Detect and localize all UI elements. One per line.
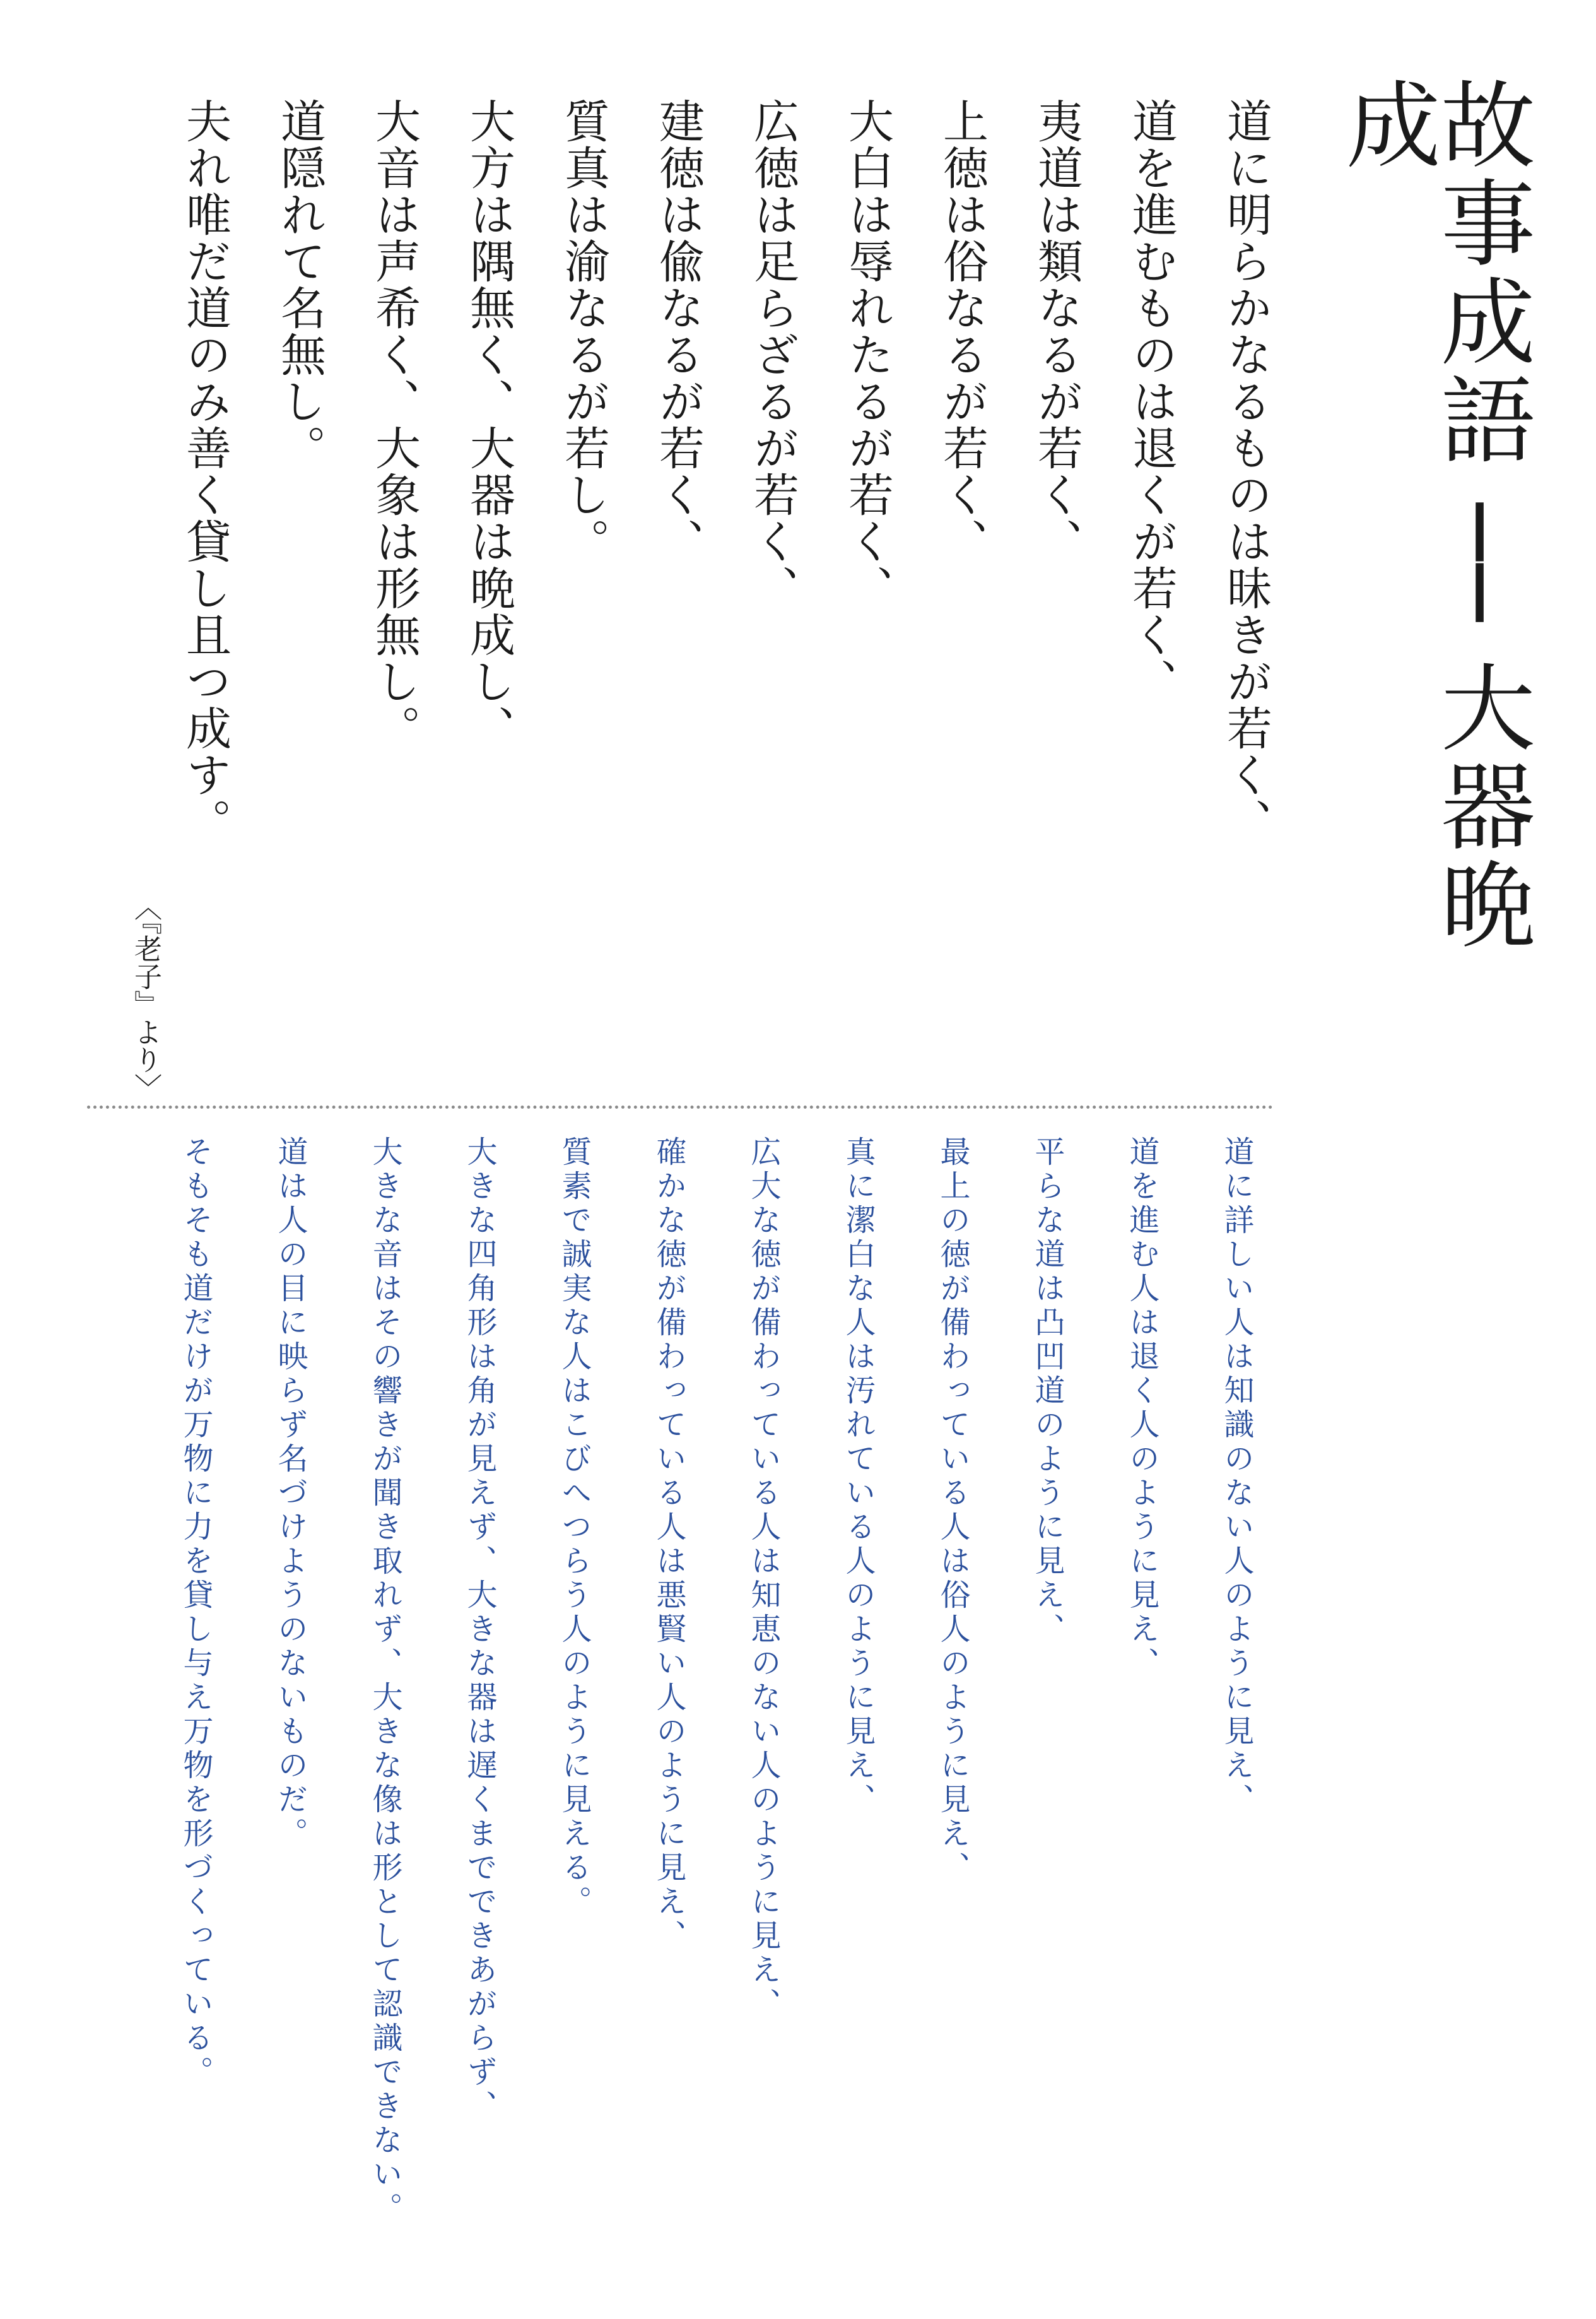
translation-line: 確かな徳が備わっている人は悪賢い人のように見え、 [651, 1136, 686, 1954]
kanbun-line: 質真は渝なるが若し。 [557, 98, 610, 565]
kanbun-line: 広徳は足らざるが若く、 [746, 98, 799, 611]
source-citation: 〈『老子』より〉 [129, 893, 161, 1101]
translation-line: 真に潔白な人は汚れている人のように見え、 [840, 1136, 876, 1817]
kanbun-line: 大方は隅無く、大器は晩成し、 [462, 98, 515, 752]
translation-line: 平らな道は凸凹道のように見え、 [1030, 1136, 1065, 1647]
translation-line: 大きな四角形は角が見えず、大きな器は遅くまでできあがらず、 [462, 1136, 497, 2124]
kanbun-line: 大白は辱れたるが若く、 [841, 98, 894, 611]
kanbun-line: 建徳は偸なるが若く、 [652, 98, 705, 565]
kanbun-line: 夫れ唯だ道のみ善く貸し且つ成す。 [179, 98, 232, 845]
translation-line: 最上の徳が備わっている人は俗人のように見え、 [935, 1136, 970, 1885]
page-title: 故事成語 ── 大器晩成 [1330, 76, 1534, 954]
translation-line: 広大な徳が備わっている人は知恵のない人のように見え、 [746, 1136, 781, 2022]
kanbun-line: 道に明らかなるものは昧きが若く、 [1219, 98, 1272, 845]
modern-translation [161, 1136, 1284, 2272]
kanbun-line: 道隠れて名無し。 [273, 98, 326, 471]
dotted-divider [87, 1106, 1273, 1109]
translation-line: 質素で誠実な人はこびへつらう人のように見える。 [556, 1136, 592, 1920]
translation-line: 道は人の目に映らず名づけようのないものだ。 [273, 1136, 308, 1851]
kanbun-line: 上徳は俗なるが若く、 [936, 98, 989, 565]
kanbun-line: 道を進むものは退くが若く、 [1125, 98, 1178, 705]
translation-line: そもそも道だけが万物に力を貸し与え万物を形づくっている。 [178, 1136, 213, 2090]
kanbun-text [158, 98, 1293, 1006]
translation-line: 大きな音はその響きが聞き取れず、大きな像は形として認識できない。 [367, 1136, 402, 2226]
translation-line: 道に詳しい人は知識のない人のように見え、 [1219, 1136, 1254, 1817]
kanbun-line: 夷道は類なるが若く、 [1030, 98, 1083, 565]
translation-line: 道を進む人は退く人のように見え、 [1124, 1136, 1159, 1681]
kanbun-line: 大音は声希く、大象は形無し。 [368, 98, 421, 752]
